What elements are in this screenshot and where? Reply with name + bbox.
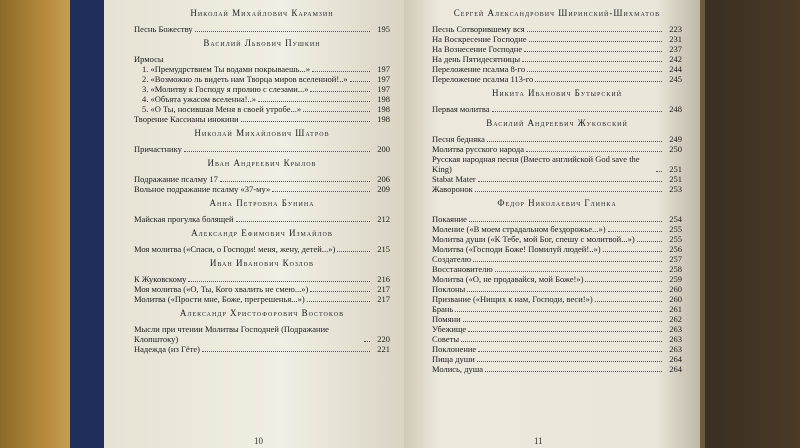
entry-page-number: 259	[669, 274, 682, 284]
entry-title: 2. «Возможно ль видеть нам Творца миров вселенной!..»	[142, 74, 348, 84]
entry-page-number: 260	[669, 284, 682, 294]
toc-entry[interactable]	[134, 294, 390, 304]
toc-entry[interactable]	[432, 264, 682, 274]
dot-leader	[527, 31, 662, 32]
toc-entry[interactable]	[432, 304, 682, 314]
entry-page-number: 216	[377, 274, 390, 284]
entry-title: Призвание («Нищих к нам, Господи, веси!»)	[432, 294, 593, 304]
dot-leader	[202, 351, 370, 352]
dot-leader	[272, 191, 370, 192]
entry-title: 3. «Молитву к Господу я пролию с слезами...»	[142, 84, 309, 94]
dot-leader	[312, 71, 370, 72]
toc-entry[interactable]	[134, 184, 390, 194]
dot-leader	[220, 181, 370, 182]
toc-entry[interactable]	[432, 74, 682, 84]
toc-entry[interactable]	[134, 54, 390, 64]
background-surface-right	[705, 0, 800, 448]
dot-leader	[455, 311, 662, 312]
dot-leader	[595, 301, 662, 302]
entry-title: Брань	[432, 304, 454, 314]
toc-entry[interactable]	[432, 314, 682, 324]
toc-entry[interactable]	[432, 344, 682, 354]
entry-page-number: 264	[669, 354, 682, 364]
author-heading: Александр Христофорович Востоков	[179, 308, 345, 318]
dot-leader	[258, 101, 370, 102]
dot-leader	[527, 71, 662, 72]
author-heading: Александр Ефимович Измайлов	[191, 228, 333, 238]
toc-entry[interactable]	[432, 174, 682, 184]
dot-leader	[307, 301, 370, 302]
dot-leader	[310, 91, 370, 92]
toc-entry[interactable]	[432, 214, 682, 224]
toc-entry[interactable]	[432, 144, 682, 154]
page-number-left: 10	[254, 436, 263, 446]
entry-page-number: 198	[377, 114, 390, 124]
entry-title: Мысли при чтении Молитвы Господней (Подражание Клопштоку)	[134, 324, 329, 344]
toc-entry[interactable]	[432, 254, 682, 264]
author-heading: Федор Николаевич Глинка	[497, 198, 617, 208]
dot-leader	[535, 81, 662, 82]
dot-leader	[475, 191, 662, 192]
entry-title: Моя молитва («Спаси, о Господи! меня, жену, детей...»)	[134, 244, 336, 254]
entry-page-number: 260	[669, 294, 682, 304]
toc-entry[interactable]	[134, 214, 390, 224]
dot-leader	[468, 331, 662, 332]
entry-title: К Жуковскому	[134, 274, 187, 284]
dot-leader	[492, 111, 662, 112]
toc-entry[interactable]	[432, 104, 682, 114]
entry-page-number: 197	[377, 64, 390, 74]
entry-page-number: 245	[669, 74, 682, 84]
entry-title: На день Пятидесятницы	[432, 54, 521, 64]
dot-leader	[608, 231, 662, 232]
entry-title: Переложение псалма 113-го	[432, 74, 534, 84]
entry-page-number: 263	[669, 344, 682, 354]
toc-entry[interactable]	[432, 154, 682, 174]
toc-entry[interactable]	[432, 274, 682, 284]
toc-entry[interactable]	[134, 24, 390, 34]
dot-leader	[529, 41, 662, 42]
dot-leader	[526, 151, 662, 152]
entry-page-number: 217	[377, 284, 390, 294]
entry-title: Молитва («О, не продавайся, мой Боже!»)	[432, 274, 584, 284]
entry-title: На Вознесение Господне	[432, 44, 523, 54]
toc-entry[interactable]	[432, 294, 682, 304]
entry-page-number: 255	[669, 234, 682, 244]
entry-page-number: 257	[669, 254, 682, 264]
entry-page-number: 251	[669, 164, 682, 174]
toc-entry[interactable]	[134, 94, 390, 104]
entry-page-number: 263	[669, 324, 682, 334]
entry-title: Stabat Mater	[432, 174, 476, 184]
toc-entry[interactable]	[432, 244, 682, 254]
dot-leader	[469, 221, 662, 222]
entry-title: Русская народная песня (Вместо английской God save the King)	[432, 154, 640, 174]
author-heading: Иван Андреевич Крылов	[207, 158, 317, 168]
dot-leader	[241, 121, 370, 122]
toc-entry[interactable]	[134, 64, 390, 74]
entry-page-number: 237	[669, 44, 682, 54]
entry-title: Песня бедняка	[432, 134, 485, 144]
entry-title: Советы	[432, 334, 460, 344]
entry-title: Творение Кассианы инокини	[134, 114, 239, 124]
entry-page-number: 249	[669, 134, 682, 144]
entry-title: Создателю	[432, 254, 472, 264]
entry-page-number: 244	[669, 64, 682, 74]
toc-entry[interactable]	[432, 184, 682, 194]
entry-title: На Воскресение Господне	[432, 34, 527, 44]
entry-page-number: 221	[377, 344, 390, 354]
entry-title: Ирмосы	[134, 54, 164, 64]
dot-leader	[364, 341, 370, 342]
dot-leader	[463, 321, 662, 322]
entry-title: Причастнику	[134, 144, 182, 154]
entry-page-number: 248	[669, 104, 682, 114]
entry-page-number: 197	[377, 84, 390, 94]
dot-leader	[236, 221, 371, 222]
entry-page-number: 261	[669, 304, 682, 314]
author-heading: Николай Михайлович Шатров	[194, 128, 330, 138]
entry-title: 5. «О Ты, носившая Меня в своей утробе...»	[142, 104, 302, 114]
toc-entry[interactable]	[432, 334, 682, 344]
entry-title: Первая молитва	[432, 104, 490, 114]
toc-entry[interactable]	[134, 144, 390, 154]
toc-entry[interactable]	[134, 244, 390, 254]
entry-page-number: 200	[377, 144, 390, 154]
dot-leader	[478, 351, 662, 352]
toc-entry[interactable]	[432, 324, 682, 334]
toc-entry[interactable]	[134, 114, 390, 124]
toc-entry[interactable]	[134, 74, 390, 84]
author-heading: Анна Петровна Бунина	[209, 198, 315, 208]
toc-entry[interactable]	[432, 64, 682, 74]
dot-leader	[524, 51, 662, 52]
dot-leader	[467, 291, 662, 292]
entry-page-number: 195	[377, 24, 390, 34]
dot-leader	[522, 61, 662, 62]
author-heading: Василий Львович Пушкин	[203, 38, 321, 48]
entry-title: Моление («В моем страдальном бездорожье...»)	[432, 224, 606, 234]
toc-entry[interactable]	[134, 104, 390, 114]
entry-title: Поклонение	[432, 344, 477, 354]
toc-entry[interactable]	[432, 54, 682, 64]
entry-page-number: 255	[669, 224, 682, 234]
entry-page-number: 206	[377, 174, 390, 184]
entry-title: Вольное подражание псалму «37-му»	[134, 184, 271, 194]
entry-title: 1. «Премудрствием Ты водами покрываешь...»	[142, 64, 311, 74]
toc-entry[interactable]	[432, 224, 682, 234]
toc-entry[interactable]	[134, 84, 390, 94]
entry-page-number: 223	[669, 24, 682, 34]
entry-page-number: 256	[669, 244, 682, 254]
entry-page-number: 253	[669, 184, 682, 194]
toc-entry[interactable]	[134, 324, 390, 344]
entry-title: Песнь Сотворившему вся	[432, 24, 525, 34]
left-page-contents	[134, 8, 390, 354]
dot-leader	[585, 281, 662, 282]
entry-title: Молитва души («К Тебе, мой Бог, спешу с молитвой...»)	[432, 234, 635, 244]
dot-leader	[184, 151, 370, 152]
entry-page-number: 254	[669, 214, 682, 224]
entry-page-number: 212	[377, 214, 390, 224]
dot-leader	[473, 261, 662, 262]
toc-entry[interactable]	[432, 44, 682, 54]
toc-entry[interactable]	[134, 274, 390, 284]
entry-page-number: 215	[377, 244, 390, 254]
dot-leader	[337, 251, 370, 252]
entry-page-number: 197	[377, 74, 390, 84]
toc-entry[interactable]	[432, 354, 682, 364]
dot-leader	[350, 81, 370, 82]
toc-entry[interactable]	[432, 24, 682, 34]
dot-leader	[495, 271, 662, 272]
dot-leader	[188, 281, 370, 282]
dot-leader	[656, 171, 662, 172]
dot-leader	[310, 291, 370, 292]
entry-page-number: 198	[377, 104, 390, 114]
entry-title: Молитва («Господи Боже! Помилуй людей!..»)	[432, 244, 601, 254]
dot-leader	[637, 241, 662, 242]
toc-entry[interactable]	[134, 284, 390, 294]
entry-page-number: 198	[377, 94, 390, 104]
author-heading: Никита Иванович Бутырский	[491, 88, 623, 98]
dot-leader	[461, 341, 662, 342]
dot-leader	[603, 251, 662, 252]
dot-leader	[478, 181, 662, 182]
entry-title: Молись, душа	[432, 364, 484, 374]
toc-entry[interactable]	[134, 174, 390, 184]
dot-leader	[477, 361, 662, 362]
entry-title: 4. «Объята ужасом вселенна!..»	[142, 94, 256, 104]
dot-leader	[485, 371, 662, 372]
toc-entry[interactable]	[432, 34, 682, 44]
entry-page-number: 251	[669, 174, 682, 184]
right-page	[404, 0, 700, 448]
entry-page-number: 209	[377, 184, 390, 194]
entry-page-number: 264	[669, 364, 682, 374]
entry-title: Молитва («Прости мне, Боже, прегрешенья...»)	[134, 294, 305, 304]
entry-title: Убежище	[432, 324, 467, 334]
entry-title: Подражание псалму 17	[134, 174, 218, 184]
entry-page-number: 231	[669, 34, 682, 44]
entry-page-number: 217	[377, 294, 390, 304]
entry-title: Майская прогулка болящей	[134, 214, 234, 224]
author-heading: Василий Андреевич Жуковский	[486, 118, 628, 128]
right-page-contents	[432, 8, 682, 374]
page-number-right: 11	[534, 436, 543, 446]
toc-entry[interactable]	[432, 364, 682, 374]
entry-title: Покаяние	[432, 214, 467, 224]
entry-title: Моя молитва («О, Ты, Кого хвалить не смею...»)	[134, 284, 309, 294]
entry-page-number: 220	[377, 334, 390, 344]
entry-page-number: 258	[669, 264, 682, 274]
entry-title: Помяни	[432, 314, 461, 324]
entry-title: Жаворонок	[432, 184, 473, 194]
toc-entry[interactable]	[432, 234, 682, 244]
dot-leader	[195, 31, 370, 32]
author-heading: Сергей Александрович Ширинский-Шихматов	[453, 8, 661, 18]
toc-entry[interactable]	[432, 284, 682, 294]
entry-title: Надежда (из Гёте)	[134, 344, 200, 354]
entry-title: Пища души	[432, 354, 475, 364]
entry-page-number: 242	[669, 54, 682, 64]
entry-title: Молитва русского народа	[432, 144, 524, 154]
toc-entry[interactable]	[134, 344, 390, 354]
dot-leader	[303, 111, 370, 112]
author-heading: Иван Иванович Козлов	[209, 258, 315, 268]
left-page	[104, 0, 404, 448]
entry-page-number: 262	[669, 314, 682, 324]
author-heading: Николай Михайлович Карамзин	[190, 8, 334, 18]
toc-entry[interactable]	[432, 134, 682, 144]
entry-title: Переложение псалма 8-го	[432, 64, 526, 74]
entry-title: Песнь Божеству	[134, 24, 193, 34]
entry-page-number: 263	[669, 334, 682, 344]
entry-title: Восстановителю	[432, 264, 493, 274]
entry-page-number: 250	[669, 144, 682, 154]
entry-title: Поклоны	[432, 284, 466, 294]
dot-leader	[487, 141, 662, 142]
